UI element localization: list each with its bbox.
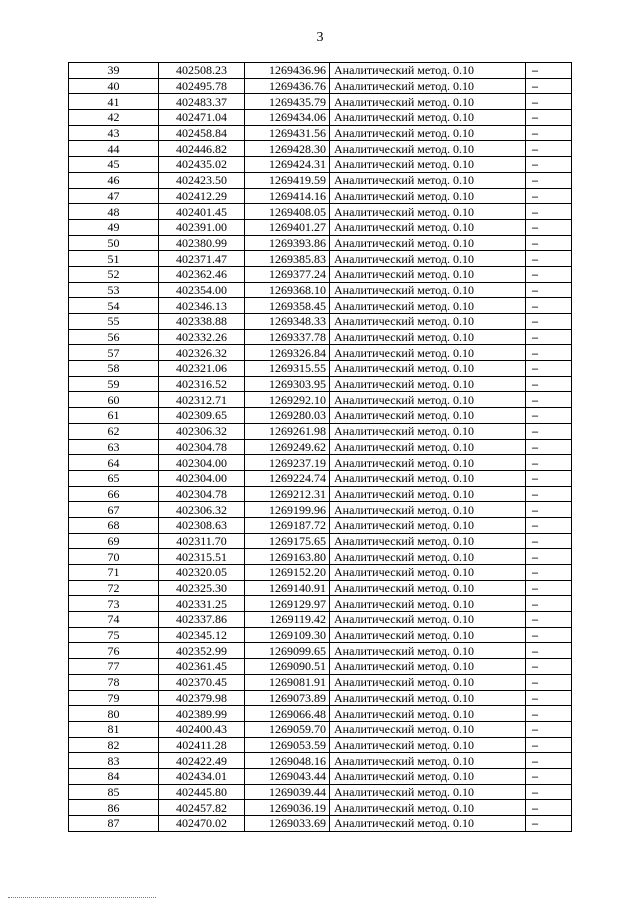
method-cell: Аналитический метод. 0.10 (330, 282, 526, 298)
method-cell: Аналитический метод. 0.10 (330, 235, 526, 251)
method-cell: Аналитический метод. 0.10 (330, 674, 526, 690)
y-coordinate-cell: 1269073.89 (245, 690, 330, 706)
extra-cell: – (526, 392, 572, 408)
table-row (69, 188, 572, 204)
extra-cell: – (526, 204, 572, 220)
x-coordinate-cell: 402457.82 (159, 800, 245, 816)
extra-cell: – (526, 345, 572, 361)
x-coordinate-cell: 402332.26 (159, 329, 245, 345)
method-cell: Аналитический метод. 0.10 (330, 690, 526, 706)
x-coordinate-cell: 402362.46 (159, 266, 245, 282)
y-coordinate-cell: 1269043.44 (245, 768, 330, 784)
table-row (69, 502, 572, 518)
y-coordinate-cell: 1269414.16 (245, 188, 330, 204)
extra-cell: – (526, 596, 572, 612)
point-number-cell: 39 (69, 63, 159, 79)
y-coordinate-cell: 1269419.59 (245, 172, 330, 188)
extra-cell: – (526, 172, 572, 188)
x-coordinate-cell: 402316.52 (159, 376, 245, 392)
y-coordinate-cell: 1269224.74 (245, 470, 330, 486)
table-row (69, 721, 572, 737)
table-row (69, 753, 572, 769)
extra-cell: – (526, 486, 572, 502)
method-cell: Аналитический метод. 0.10 (330, 816, 526, 832)
extra-cell: – (526, 627, 572, 643)
table-row (69, 141, 572, 157)
coordinates-table-body (69, 63, 572, 832)
extra-cell: – (526, 533, 572, 549)
method-cell: Аналитический метод. 0.10 (330, 110, 526, 126)
extra-cell: – (526, 565, 572, 581)
x-coordinate-cell: 402371.47 (159, 251, 245, 267)
x-coordinate-cell: 402346.13 (159, 298, 245, 314)
table-row (69, 125, 572, 141)
x-coordinate-cell: 402311.70 (159, 533, 245, 549)
extra-cell: – (526, 470, 572, 486)
x-coordinate-cell: 402458.84 (159, 125, 245, 141)
x-coordinate-cell: 402352.99 (159, 643, 245, 659)
y-coordinate-cell: 1269090.51 (245, 659, 330, 675)
x-coordinate-cell: 402304.00 (159, 470, 245, 486)
method-cell: Аналитический метод. 0.10 (330, 172, 526, 188)
page-number: 3 (316, 30, 324, 45)
point-number-cell: 84 (69, 768, 159, 784)
extra-cell: – (526, 282, 572, 298)
point-number-cell: 70 (69, 549, 159, 565)
y-coordinate-cell: 1269212.31 (245, 486, 330, 502)
method-cell: Аналитический метод. 0.10 (330, 800, 526, 816)
point-number-cell: 44 (69, 141, 159, 157)
y-coordinate-cell: 1269292.10 (245, 392, 330, 408)
table-row (69, 690, 572, 706)
y-coordinate-cell: 1269175.65 (245, 533, 330, 549)
y-coordinate-cell: 1269337.78 (245, 329, 330, 345)
table-row (69, 612, 572, 628)
point-number-cell: 55 (69, 314, 159, 330)
y-coordinate-cell: 1269066.48 (245, 706, 330, 722)
x-coordinate-cell: 402401.45 (159, 204, 245, 220)
table-row (69, 219, 572, 235)
point-number-cell: 61 (69, 408, 159, 424)
method-cell: Аналитический метод. 0.10 (330, 706, 526, 722)
method-cell: Аналитический метод. 0.10 (330, 314, 526, 330)
x-coordinate-cell: 402423.50 (159, 172, 245, 188)
table-row (69, 627, 572, 643)
table-row (69, 298, 572, 314)
y-coordinate-cell: 1269119.42 (245, 612, 330, 628)
y-coordinate-cell: 1269377.24 (245, 266, 330, 282)
method-cell: Аналитический метод. 0.10 (330, 78, 526, 94)
x-coordinate-cell: 402434.01 (159, 768, 245, 784)
method-cell: Аналитический метод. 0.10 (330, 392, 526, 408)
y-coordinate-cell: 1269033.69 (245, 816, 330, 832)
method-cell: Аналитический метод. 0.10 (330, 361, 526, 377)
y-coordinate-cell: 1269048.16 (245, 753, 330, 769)
table-row (69, 533, 572, 549)
method-cell: Аналитический метод. 0.10 (330, 125, 526, 141)
table-row (69, 439, 572, 455)
point-number-cell: 73 (69, 596, 159, 612)
extra-cell: – (526, 580, 572, 596)
x-coordinate-cell: 402338.88 (159, 314, 245, 330)
point-number-cell: 60 (69, 392, 159, 408)
extra-cell: – (526, 78, 572, 94)
table-row (69, 345, 572, 361)
y-coordinate-cell: 1269163.80 (245, 549, 330, 565)
method-cell: Аналитический метод. 0.10 (330, 565, 526, 581)
extra-cell: – (526, 141, 572, 157)
y-coordinate-cell: 1269428.30 (245, 141, 330, 157)
extra-cell: – (526, 455, 572, 471)
method-cell: Аналитический метод. 0.10 (330, 659, 526, 675)
extra-cell: – (526, 63, 572, 79)
table-row (69, 266, 572, 282)
extra-cell: – (526, 376, 572, 392)
y-coordinate-cell: 1269401.27 (245, 219, 330, 235)
method-cell: Аналитический метод. 0.10 (330, 768, 526, 784)
point-number-cell: 51 (69, 251, 159, 267)
extra-cell: – (526, 266, 572, 282)
y-coordinate-cell: 1269348.33 (245, 314, 330, 330)
point-number-cell: 71 (69, 565, 159, 581)
x-coordinate-cell: 402471.04 (159, 110, 245, 126)
method-cell: Аналитический метод. 0.10 (330, 188, 526, 204)
y-coordinate-cell: 1269385.83 (245, 251, 330, 267)
point-number-cell: 69 (69, 533, 159, 549)
table-row (69, 768, 572, 784)
method-cell: Аналитический метод. 0.10 (330, 455, 526, 471)
point-number-cell: 54 (69, 298, 159, 314)
point-number-cell: 86 (69, 800, 159, 816)
x-coordinate-cell: 402304.78 (159, 486, 245, 502)
y-coordinate-cell: 1269303.95 (245, 376, 330, 392)
x-coordinate-cell: 402315.51 (159, 549, 245, 565)
y-coordinate-cell: 1269315.55 (245, 361, 330, 377)
y-coordinate-cell: 1269039.44 (245, 784, 330, 800)
y-coordinate-cell: 1269152.20 (245, 565, 330, 581)
y-coordinate-cell: 1269036.19 (245, 800, 330, 816)
x-coordinate-cell: 402312.71 (159, 392, 245, 408)
point-number-cell: 67 (69, 502, 159, 518)
method-cell: Аналитический метод. 0.10 (330, 502, 526, 518)
point-number-cell: 66 (69, 486, 159, 502)
x-coordinate-cell: 402320.05 (159, 565, 245, 581)
table-row (69, 392, 572, 408)
point-number-cell: 42 (69, 110, 159, 126)
x-coordinate-cell: 402412.29 (159, 188, 245, 204)
method-cell: Аналитический метод. 0.10 (330, 580, 526, 596)
table-row (69, 565, 572, 581)
extra-cell: – (526, 251, 572, 267)
x-coordinate-cell: 402389.99 (159, 706, 245, 722)
method-cell: Аналитический метод. 0.10 (330, 627, 526, 643)
point-number-cell: 76 (69, 643, 159, 659)
table-row (69, 486, 572, 502)
x-coordinate-cell: 402331.25 (159, 596, 245, 612)
y-coordinate-cell: 1269261.98 (245, 423, 330, 439)
extra-cell: – (526, 314, 572, 330)
point-number-cell: 56 (69, 329, 159, 345)
extra-cell: – (526, 298, 572, 314)
x-coordinate-cell: 402326.32 (159, 345, 245, 361)
point-number-cell: 48 (69, 204, 159, 220)
method-cell: Аналитический метод. 0.10 (330, 204, 526, 220)
point-number-cell: 83 (69, 753, 159, 769)
x-coordinate-cell: 402495.78 (159, 78, 245, 94)
table-row (69, 408, 572, 424)
method-cell: Аналитический метод. 0.10 (330, 266, 526, 282)
extra-cell: – (526, 329, 572, 345)
method-cell: Аналитический метод. 0.10 (330, 721, 526, 737)
table-row (69, 172, 572, 188)
extra-cell: – (526, 235, 572, 251)
point-number-cell: 78 (69, 674, 159, 690)
point-number-cell: 68 (69, 517, 159, 533)
method-cell: Аналитический метод. 0.10 (330, 63, 526, 79)
point-number-cell: 53 (69, 282, 159, 298)
point-number-cell: 45 (69, 157, 159, 173)
table-row (69, 329, 572, 345)
y-coordinate-cell: 1269129.97 (245, 596, 330, 612)
y-coordinate-cell: 1269368.10 (245, 282, 330, 298)
point-number-cell: 50 (69, 235, 159, 251)
point-number-cell: 46 (69, 172, 159, 188)
table-row (69, 470, 572, 486)
y-coordinate-cell: 1269249.62 (245, 439, 330, 455)
y-coordinate-cell: 1269140.91 (245, 580, 330, 596)
x-coordinate-cell: 402391.00 (159, 219, 245, 235)
table-row (69, 282, 572, 298)
point-number-cell: 80 (69, 706, 159, 722)
y-coordinate-cell: 1269358.45 (245, 298, 330, 314)
y-coordinate-cell: 1269109.30 (245, 627, 330, 643)
x-coordinate-cell: 402321.06 (159, 361, 245, 377)
method-cell: Аналитический метод. 0.10 (330, 784, 526, 800)
method-cell: Аналитический метод. 0.10 (330, 423, 526, 439)
method-cell: Аналитический метод. 0.10 (330, 533, 526, 549)
extra-cell: – (526, 408, 572, 424)
method-cell: Аналитический метод. 0.10 (330, 549, 526, 565)
table-row (69, 517, 572, 533)
extra-cell: – (526, 188, 572, 204)
method-cell: Аналитический метод. 0.10 (330, 470, 526, 486)
point-number-cell: 87 (69, 816, 159, 832)
point-number-cell: 52 (69, 266, 159, 282)
point-number-cell: 63 (69, 439, 159, 455)
table-row (69, 235, 572, 251)
point-number-cell: 77 (69, 659, 159, 675)
table-row (69, 314, 572, 330)
point-number-cell: 40 (69, 78, 159, 94)
x-coordinate-cell: 402380.99 (159, 235, 245, 251)
extra-cell: – (526, 721, 572, 737)
method-cell: Аналитический метод. 0.10 (330, 753, 526, 769)
method-cell: Аналитический метод. 0.10 (330, 612, 526, 628)
point-number-cell: 57 (69, 345, 159, 361)
x-coordinate-cell: 402370.45 (159, 674, 245, 690)
method-cell: Аналитический метод. 0.10 (330, 737, 526, 753)
x-coordinate-cell: 402361.45 (159, 659, 245, 675)
point-number-cell: 72 (69, 580, 159, 596)
x-coordinate-cell: 402470.02 (159, 816, 245, 832)
y-coordinate-cell: 1269199.96 (245, 502, 330, 518)
extra-cell: – (526, 643, 572, 659)
table-row (69, 784, 572, 800)
extra-cell: – (526, 94, 572, 110)
table-row (69, 659, 572, 675)
point-number-cell: 49 (69, 219, 159, 235)
extra-cell: – (526, 517, 572, 533)
x-coordinate-cell: 402400.43 (159, 721, 245, 737)
point-number-cell: 43 (69, 125, 159, 141)
x-coordinate-cell: 402483.37 (159, 94, 245, 110)
extra-cell: – (526, 110, 572, 126)
table-row (69, 706, 572, 722)
table-row (69, 596, 572, 612)
extra-cell: – (526, 125, 572, 141)
point-number-cell: 85 (69, 784, 159, 800)
extra-cell: – (526, 612, 572, 628)
point-number-cell: 64 (69, 455, 159, 471)
y-coordinate-cell: 1269187.72 (245, 517, 330, 533)
extra-cell: – (526, 784, 572, 800)
x-coordinate-cell: 402508.23 (159, 63, 245, 79)
table-row (69, 157, 572, 173)
method-cell: Аналитический метод. 0.10 (330, 376, 526, 392)
method-cell: Аналитический метод. 0.10 (330, 298, 526, 314)
extra-cell: – (526, 706, 572, 722)
extra-cell: – (526, 753, 572, 769)
extra-cell: – (526, 157, 572, 173)
footer-divider (8, 897, 156, 899)
table-row (69, 800, 572, 816)
x-coordinate-cell: 402354.00 (159, 282, 245, 298)
extra-cell: – (526, 690, 572, 706)
point-number-cell: 79 (69, 690, 159, 706)
table-row (69, 110, 572, 126)
point-number-cell: 62 (69, 423, 159, 439)
table-row (69, 361, 572, 377)
extra-cell: – (526, 502, 572, 518)
extra-cell: – (526, 800, 572, 816)
table-row (69, 78, 572, 94)
method-cell: Аналитический метод. 0.10 (330, 596, 526, 612)
extra-cell: – (526, 439, 572, 455)
method-cell: Аналитический метод. 0.10 (330, 486, 526, 502)
x-coordinate-cell: 402422.49 (159, 753, 245, 769)
x-coordinate-cell: 402445.80 (159, 784, 245, 800)
x-coordinate-cell: 402304.78 (159, 439, 245, 455)
extra-cell: – (526, 549, 572, 565)
y-coordinate-cell: 1269393.86 (245, 235, 330, 251)
table-row (69, 580, 572, 596)
y-coordinate-cell: 1269326.84 (245, 345, 330, 361)
x-coordinate-cell: 402306.32 (159, 502, 245, 518)
y-coordinate-cell: 1269237.19 (245, 455, 330, 471)
x-coordinate-cell: 402306.32 (159, 423, 245, 439)
x-coordinate-cell: 402304.00 (159, 455, 245, 471)
table-row (69, 816, 572, 832)
x-coordinate-cell: 402379.98 (159, 690, 245, 706)
y-coordinate-cell: 1269081.91 (245, 674, 330, 690)
table-row (69, 251, 572, 267)
method-cell: Аналитический метод. 0.10 (330, 643, 526, 659)
method-cell: Аналитический метод. 0.10 (330, 251, 526, 267)
table-row (69, 376, 572, 392)
extra-cell: – (526, 816, 572, 832)
y-coordinate-cell: 1269436.76 (245, 78, 330, 94)
method-cell: Аналитический метод. 0.10 (330, 329, 526, 345)
method-cell: Аналитический метод. 0.10 (330, 157, 526, 173)
table-row (69, 455, 572, 471)
coordinates-table (68, 62, 572, 832)
method-cell: Аналитический метод. 0.10 (330, 141, 526, 157)
method-cell: Аналитический метод. 0.10 (330, 439, 526, 455)
extra-cell: – (526, 659, 572, 675)
point-number-cell: 41 (69, 94, 159, 110)
y-coordinate-cell: 1269053.59 (245, 737, 330, 753)
y-coordinate-cell: 1269408.05 (245, 204, 330, 220)
point-number-cell: 81 (69, 721, 159, 737)
y-coordinate-cell: 1269424.31 (245, 157, 330, 173)
extra-cell: – (526, 423, 572, 439)
y-coordinate-cell: 1269434.06 (245, 110, 330, 126)
point-number-cell: 47 (69, 188, 159, 204)
point-number-cell: 65 (69, 470, 159, 486)
extra-cell: – (526, 674, 572, 690)
method-cell: Аналитический метод. 0.10 (330, 94, 526, 110)
table-row (69, 423, 572, 439)
x-coordinate-cell: 402308.63 (159, 517, 245, 533)
x-coordinate-cell: 402345.12 (159, 627, 245, 643)
x-coordinate-cell: 402435.02 (159, 157, 245, 173)
extra-cell: – (526, 361, 572, 377)
x-coordinate-cell: 402411.28 (159, 737, 245, 753)
y-coordinate-cell: 1269436.96 (245, 63, 330, 79)
method-cell: Аналитический метод. 0.10 (330, 219, 526, 235)
table-row (69, 549, 572, 565)
y-coordinate-cell: 1269099.65 (245, 643, 330, 659)
point-number-cell: 82 (69, 737, 159, 753)
y-coordinate-cell: 1269431.56 (245, 125, 330, 141)
table-row (69, 674, 572, 690)
table-row (69, 94, 572, 110)
y-coordinate-cell: 1269280.03 (245, 408, 330, 424)
method-cell: Аналитический метод. 0.10 (330, 408, 526, 424)
point-number-cell: 75 (69, 627, 159, 643)
table-row (69, 63, 572, 79)
x-coordinate-cell: 402325.30 (159, 580, 245, 596)
point-number-cell: 58 (69, 361, 159, 377)
method-cell: Аналитический метод. 0.10 (330, 517, 526, 533)
x-coordinate-cell: 402337.86 (159, 612, 245, 628)
y-coordinate-cell: 1269435.79 (245, 94, 330, 110)
x-coordinate-cell: 402446.82 (159, 141, 245, 157)
extra-cell: – (526, 219, 572, 235)
method-cell: Аналитический метод. 0.10 (330, 345, 526, 361)
point-number-cell: 59 (69, 376, 159, 392)
y-coordinate-cell: 1269059.70 (245, 721, 330, 737)
extra-cell: – (526, 768, 572, 784)
extra-cell: – (526, 737, 572, 753)
table-row (69, 737, 572, 753)
point-number-cell: 74 (69, 612, 159, 628)
table-row (69, 204, 572, 220)
x-coordinate-cell: 402309.65 (159, 408, 245, 424)
table-row (69, 643, 572, 659)
